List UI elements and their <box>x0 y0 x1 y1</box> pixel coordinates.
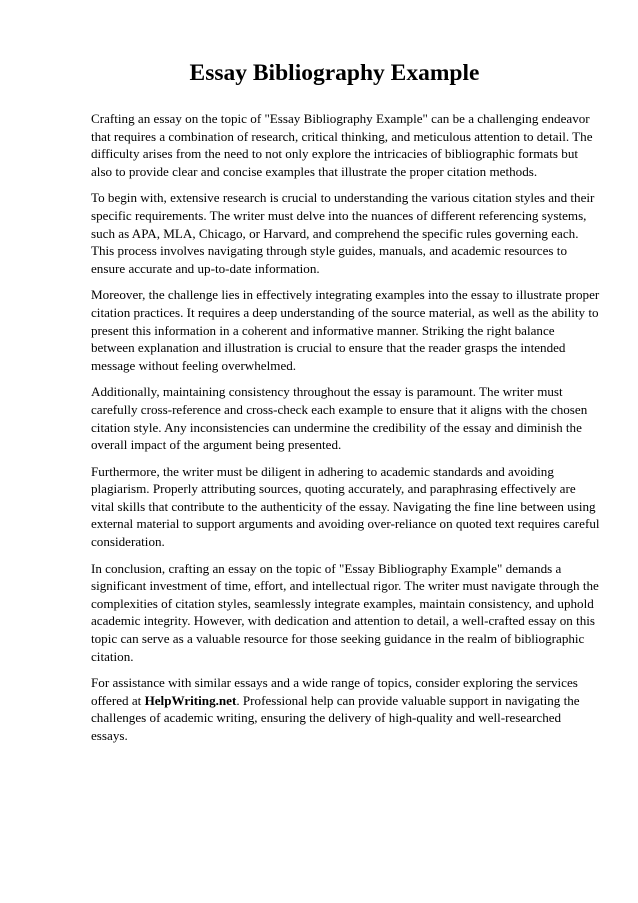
paragraph-consistency: Additionally, maintaining consistency throughout the essay is paramount. The writer must carefully cross-reference and cross-check each example to ensure that it aligns with the chosen citation style. Any inconsistencies can undermine the credibility of the essay and diminish the overall impact of the argument being presented. <box>91 384 588 453</box>
helpwriting-link[interactable]: HelpWriting.net <box>144 692 237 708</box>
paragraph-conclusion: In conclusion, crafting an essay on the topic of "Essay Bibliography Example" demands a significant investment of time, effort, and intellectual rigor. The writer must navigate through the complexities of citation styles, seamlessly integrate examples, maintain consistency, and uphold academic integrity. However, with dedication and attention to detail, a well-crafted essay on this topic can serve as a valuable resource for those seeking guidance in the realm of bibliographic citation. <box>91 560 599 664</box>
assistance-text-before-link: For assistance with similar essays and a wide range of topics, consider exploring the services offered at <box>91 675 578 708</box>
paragraph-assistance <box>91 674 601 744</box>
paragraph-research: To begin with, extensive research is crucial to understanding the various citation styles and their specific requirements. The writer must delve into the nuances of different referencing systems, such as APA, MLA, Chicago, or Harvard, and comprehend the specific rules governing each. This process involves navigating through style guides, manuals, and academic resources to ensure accurate and up-to-date information. <box>91 190 595 276</box>
paragraph-intro: Crafting an essay on the topic of "Essay Bibliography Example" can be a challenging endeavor that requires a combination of research, critical thinking, and meticulous attention to detail. The difficulty arises from the need to not only explore the intricacies of bibliographic formats but also to provide clear and concise examples that illustrate the proper citation methods. <box>91 111 593 179</box>
document-body <box>91 110 601 745</box>
paragraph-examples: Moreover, the challenge lies in effectively integrating examples into the essay to illustrate proper citation practices. It requires a deep understanding of the source material, as well as the ability to present this information in a coherent and informative manner. Striking the right balance between explanation and illustration is crucial to ensure that the reader grasps the intended message without feeling overwhelmed. <box>91 287 600 373</box>
paragraph-plagiarism: Furthermore, the writer must be diligent in adhering to academic standards and avoiding plagiarism. Properly attributing sources, quoting accurately, and paraphrasing effectively are vital skills that contribute to the authenticity of the essay. Navigating the fine line between using external material to support arguments and avoiding over-reliance on quoted text requires careful consideration. <box>91 463 600 550</box>
assistance-text-after-link: . Professional help can provide valuable support in navigating the challenges of academic writing, ensuring the delivery of high-quality and well-researched essays. <box>91 692 580 743</box>
page-title: Essay Bibliography Example <box>189 60 480 86</box>
